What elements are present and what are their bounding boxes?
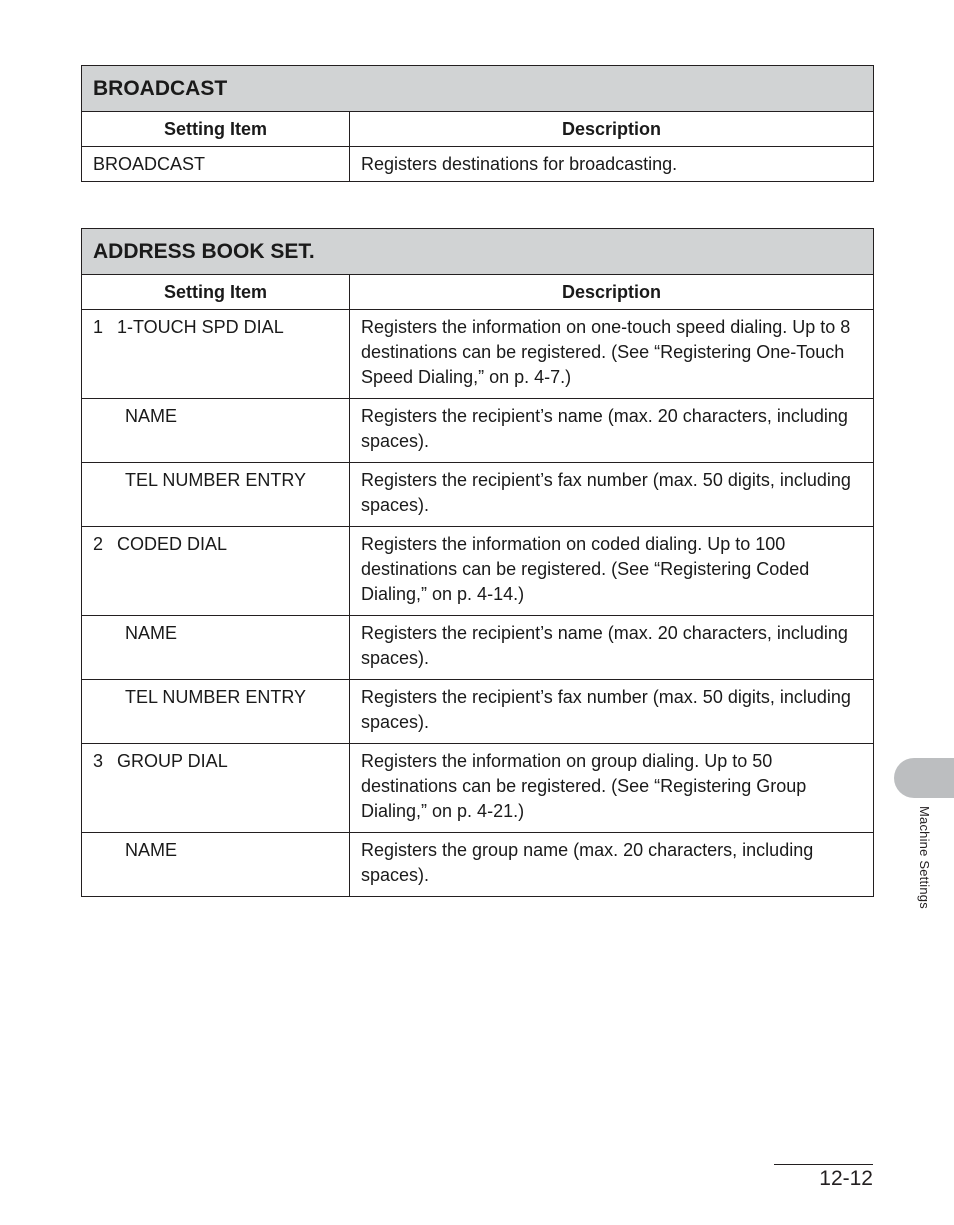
column-header-description: Description [350,275,874,310]
description-cell: Registers the information on coded dialing. Up to 100 destinations can be registered. (See “Registering Coded Dialing,” on p. 4-14.) [350,527,874,616]
table-row [82,616,874,680]
table-row [82,310,874,399]
setting-subitem-cell: NAME [82,399,350,463]
setting-subitem-cell: TEL NUMBER ENTRY [82,463,350,527]
table-row [82,680,874,744]
chapter-tab-label: Machine Settings [917,806,932,909]
description-cell: Registers the recipient’s name (max. 20 characters, including spaces). [350,399,874,463]
setting-item-cell [82,744,350,833]
setting-item-label: GROUP DIAL [117,751,228,771]
description-cell: Registers the recipient’s fax number (max. 50 digits, including spaces). [350,680,874,744]
table-row [82,463,874,527]
column-header-setting-item: Setting Item [82,275,350,310]
table-row [82,147,874,182]
chapter-tab [894,758,954,798]
page-number: 12-12 [819,1167,873,1190]
setting-item-label: 1-TOUCH SPD DIAL [117,317,284,337]
table-row [82,744,874,833]
description-cell: Registers the recipient’s fax number (max. 50 digits, including spaces). [350,463,874,527]
item-number: 1 [93,317,104,337]
setting-item-cell: BROADCAST [82,147,350,182]
column-header-setting-item: Setting Item [82,112,350,147]
broadcast-table [81,65,874,182]
item-number: 2 [93,534,104,554]
setting-subitem-cell: NAME [82,616,350,680]
address-book-table [81,228,874,897]
setting-item-cell [82,527,350,616]
table-row [82,527,874,616]
table-row [82,833,874,897]
section-title: BROADCAST [82,66,874,112]
setting-subitem-cell: NAME [82,833,350,897]
description-cell: Registers the information on one-touch speed dialing. Up to 8 destinations can be registered. (See “Registering One-Touch Speed Dialing,” on p. 4-7.) [350,310,874,399]
description-cell: Registers destinations for broadcasting. [350,147,874,182]
description-cell: Registers the recipient’s name (max. 20 characters, including spaces). [350,616,874,680]
section-title: ADDRESS BOOK SET. [82,229,874,275]
item-number: 3 [93,751,104,771]
description-cell: Registers the group name (max. 20 characters, including spaces). [350,833,874,897]
setting-subitem-cell: TEL NUMBER ENTRY [82,680,350,744]
description-cell: Registers the information on group dialing. Up to 50 destinations can be registered. (See “Registering Group Dialing,” on p. 4-21.) [350,744,874,833]
setting-item-label: CODED DIAL [117,534,228,554]
setting-item-cell [82,310,350,399]
page-number-rule [774,1164,873,1165]
table-row [82,399,874,463]
column-header-description: Description [350,112,874,147]
